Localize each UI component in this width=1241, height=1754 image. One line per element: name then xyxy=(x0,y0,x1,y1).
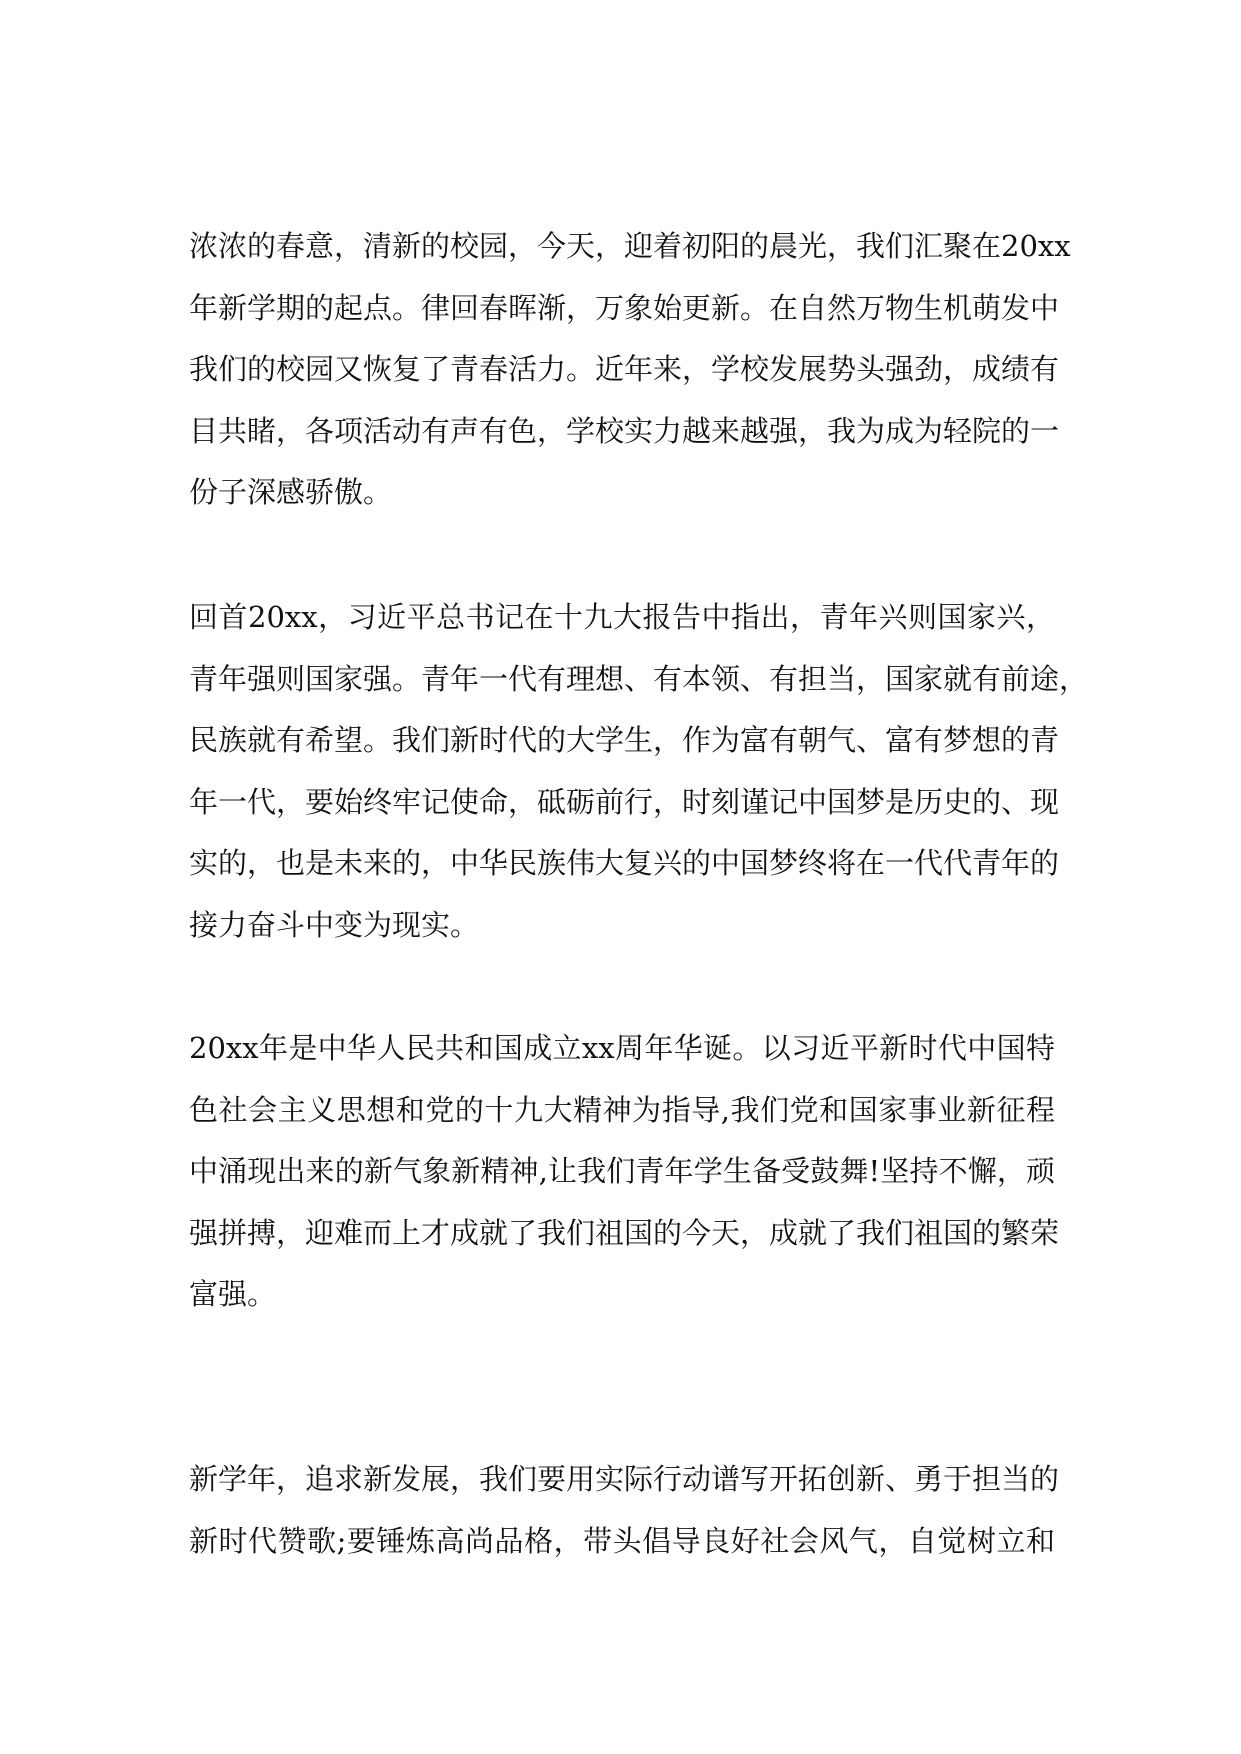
paragraph-line: 实的，也是未来的，中华民族伟大复兴的中国梦终将在一代代青年的 xyxy=(189,846,1060,881)
paragraph-line: 色社会主义思想和党的十九大精神为指导,我们党和国家事业新征程 xyxy=(189,1092,1055,1127)
paragraph-line: 富强。 xyxy=(189,1277,277,1312)
paragraph-line: 强拼搏，迎难而上才成就了我们祖国的今天，成就了我们祖国的繁荣 xyxy=(189,1215,1060,1250)
paragraph-line: 中涌现出来的新气象新精神,让我们青年学生备受鼓舞!坚持不懈，顽 xyxy=(189,1154,1055,1189)
paragraph-line: 青年强则国家强。青年一代有理想、有本领、有担当，国家就有前途， xyxy=(189,661,1089,696)
paragraph-line: 目共睹，各项活动有声有色，学校实力越来越强，我为成为轻院的一 xyxy=(189,413,1060,448)
paragraph-line: 新时代赞歌;要锤炼高尚品格，带头倡导良好社会风气，自觉树立和 xyxy=(189,1523,1055,1558)
paragraph-line: 年一代，要始终牢记使命，砥砺前行，时刻谨记中国梦是历史的、现 xyxy=(189,784,1060,819)
paragraph-1 xyxy=(189,216,1071,524)
paragraph-3 xyxy=(189,1018,1060,1326)
paragraph-line: 浓浓的春意，清新的校园，今天，迎着初阳的晨光，我们汇聚在20xx xyxy=(189,229,1071,263)
paragraph-line: 新学年，追求新发展，我们要用实际行动谱写开拓创新、勇于担当的 xyxy=(189,1462,1060,1496)
paragraph-4 xyxy=(189,1449,1060,1572)
paragraph-line: 回首20xx，习近平总书记在十九大报告中指出，青年兴则国家兴， xyxy=(189,600,1055,634)
paragraph-line: 民族就有希望。我们新时代的大学生，作为富有朝气、富有梦想的青 xyxy=(189,723,1060,758)
paragraph-line: 份子深感骄傲。 xyxy=(189,475,393,510)
paragraph-line: 接力奋斗中变为现实。 xyxy=(189,907,480,942)
paragraph-line: 我们的校园又恢复了青春活力。近年来，学校发展势头强劲，成绩有 xyxy=(189,352,1060,387)
paragraph-2 xyxy=(189,587,1089,957)
paragraph-line: 20xx年是中华人民共和国成立xx周年华诞。以习近平新时代中国特 xyxy=(189,1031,1055,1065)
paragraph-line: 年新学期的起点。律回春晖渐，万象始更新。在自然万物生机萌发中 xyxy=(189,290,1060,325)
